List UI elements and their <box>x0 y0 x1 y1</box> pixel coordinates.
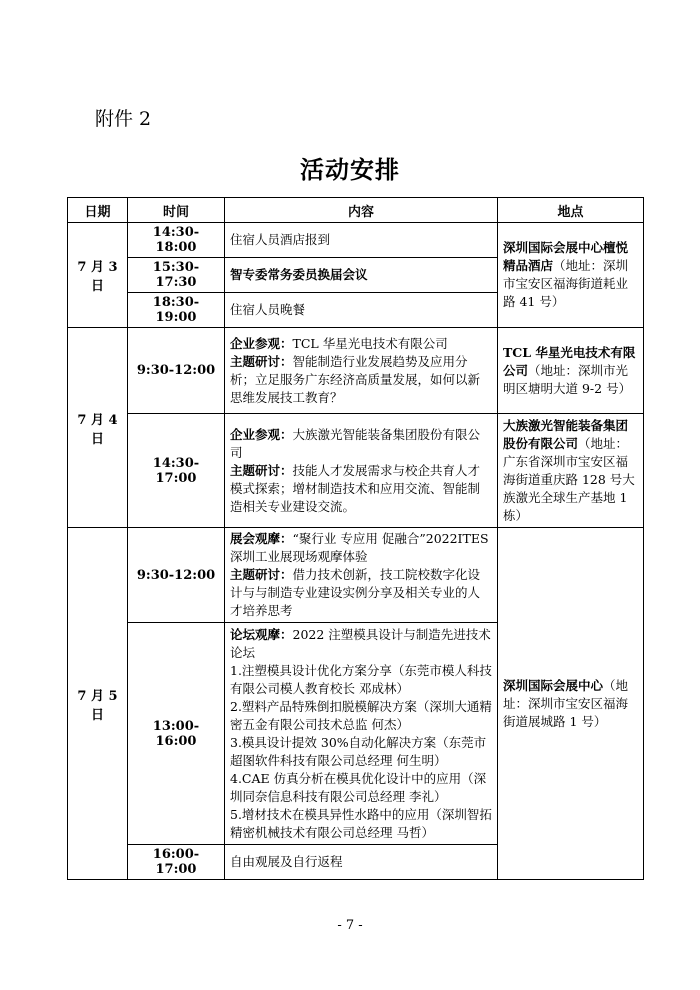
place-name: TCL 华星光电技术有限公司 <box>503 344 636 378</box>
visit-text: 大族激光智能装备集团股份有限公司 <box>230 426 481 460</box>
page-title: 活动安排 <box>300 155 400 184</box>
seminar-text: 技能人才发展需求与校企共育人才模式探索；增材制造技术和应用交流、智能制造相关专业建设交流。 <box>230 462 481 514</box>
forum-text: 2022 注塑模具设计与制造先进技术论坛 <box>230 626 491 660</box>
place-name: 深圳国际会展中心 <box>503 677 604 693</box>
content-cell <box>225 528 498 623</box>
content-cell: 智专委常务委员换届会议 <box>225 258 498 293</box>
seminar-line <box>230 353 492 407</box>
seminar-label: 主题研讨： <box>230 462 293 478</box>
content-cell <box>225 623 498 845</box>
date-cell: 7 月 5 日 <box>68 528 128 880</box>
place-name: 深圳国际会展中心檀悦精品酒店 <box>503 240 629 273</box>
header-date: 日期 <box>68 198 128 223</box>
seminar-text: 智能制造行业发展趋势及应用分析；立足服务广东经济高质量发展，如何以新思维发展技工教育？ <box>230 353 481 405</box>
expo-label: 展会观摩： <box>230 531 293 546</box>
table-header-row <box>68 198 644 223</box>
schedule-table <box>67 197 644 880</box>
seminar-line <box>230 566 492 620</box>
seminar-label: 主题研讨： <box>230 353 293 369</box>
page-number: - 7 - <box>337 918 363 933</box>
table-row <box>68 414 644 528</box>
forum-line <box>230 626 492 662</box>
date-cell: 7 月 3 日 <box>68 223 128 328</box>
time-cell: 15:30-17:30 <box>128 258 225 293</box>
content-cell <box>225 328 498 414</box>
visit-label: 企业参观： <box>230 335 293 351</box>
attachment-label: 附件 2 <box>95 108 152 130</box>
place-cell <box>498 528 644 880</box>
content-cell: 自由观展及自行返程 <box>225 845 498 880</box>
seminar-text: 借力技术创新，技工院校数字化设计与与制造专业建设实例分享及相关专业的人才培养思考 <box>230 567 481 618</box>
talk-item: 3.模具设计提效 30%自动化解决方案（东莞市超图软件科技有限公司总经理 何生明） <box>230 734 487 768</box>
content-cell: 住宿人员晚餐 <box>225 293 498 328</box>
talk-item: 2.塑料产品特殊倒扣脱模解决方案（深圳大通精密五金有限公司技术总监 何杰） <box>230 698 492 732</box>
expo-text: “聚行业 专应用 促融合”2022ITES 深圳工业展现场观摩体验 <box>230 531 489 564</box>
place-cell <box>498 223 644 328</box>
table-row <box>68 328 644 414</box>
place-address: （地址：广东省深圳市宝安区福海街道重庆路 128 号大族激光全球生产基地 1 栋） <box>503 435 635 523</box>
expo-line <box>230 530 492 566</box>
visit-text: TCL 华星光电技术有限公司 <box>292 335 448 351</box>
talk-item: 4.CAE 仿真分析在模具优化设计中的应用（深圳同奈信息科技有限公司总经理 李礼） <box>230 770 487 804</box>
place-cell <box>498 328 644 414</box>
time-cell: 14:30-18:00 <box>128 223 225 258</box>
header-time: 时间 <box>128 198 225 223</box>
talk-item: 5.增材技术在模具异性水路中的应用（深圳智拓精密机械技术有限公司总经理 马哲） <box>230 806 492 840</box>
content-cell: 住宿人员酒店报到 <box>225 223 498 258</box>
seminar-label: 主题研讨： <box>230 567 293 582</box>
time-cell: 13:00-16:00 <box>128 623 225 845</box>
table-row <box>68 528 644 623</box>
time-cell: 16:00-17:00 <box>128 845 225 880</box>
visit-line <box>230 426 492 462</box>
talk-item: 1.注塑模具设计优化方案分享（东莞市模人科技有限公司模人教育校长 邓成林） <box>230 662 492 696</box>
time-cell: 18:30-19:00 <box>128 293 225 328</box>
forum-label: 论坛观摩： <box>230 626 293 642</box>
seminar-line <box>230 462 492 516</box>
visit-label: 企业参观： <box>230 426 293 442</box>
visit-line <box>230 335 492 353</box>
header-content: 内容 <box>225 198 498 223</box>
place-cell <box>498 414 644 528</box>
time-cell: 9:30-12:00 <box>128 328 225 414</box>
content-cell <box>225 414 498 528</box>
place-address: （地址：深圳市光明区塘明大道 9-2 号） <box>503 362 632 396</box>
date-cell: 7 月 4 日 <box>68 328 128 528</box>
time-cell: 9:30-12:00 <box>128 528 225 623</box>
time-cell: 14:30-17:00 <box>128 414 225 528</box>
place-address: （地址：深圳市宝安区福海街道展城路 1 号） <box>503 677 629 729</box>
table-row <box>68 223 644 258</box>
place-address: （地址：深圳市宝安区福海街道耗业路 41 号） <box>503 258 629 309</box>
place-name: 大族激光智能装备集团股份有限公司 <box>503 417 629 451</box>
header-place: 地点 <box>498 198 644 223</box>
